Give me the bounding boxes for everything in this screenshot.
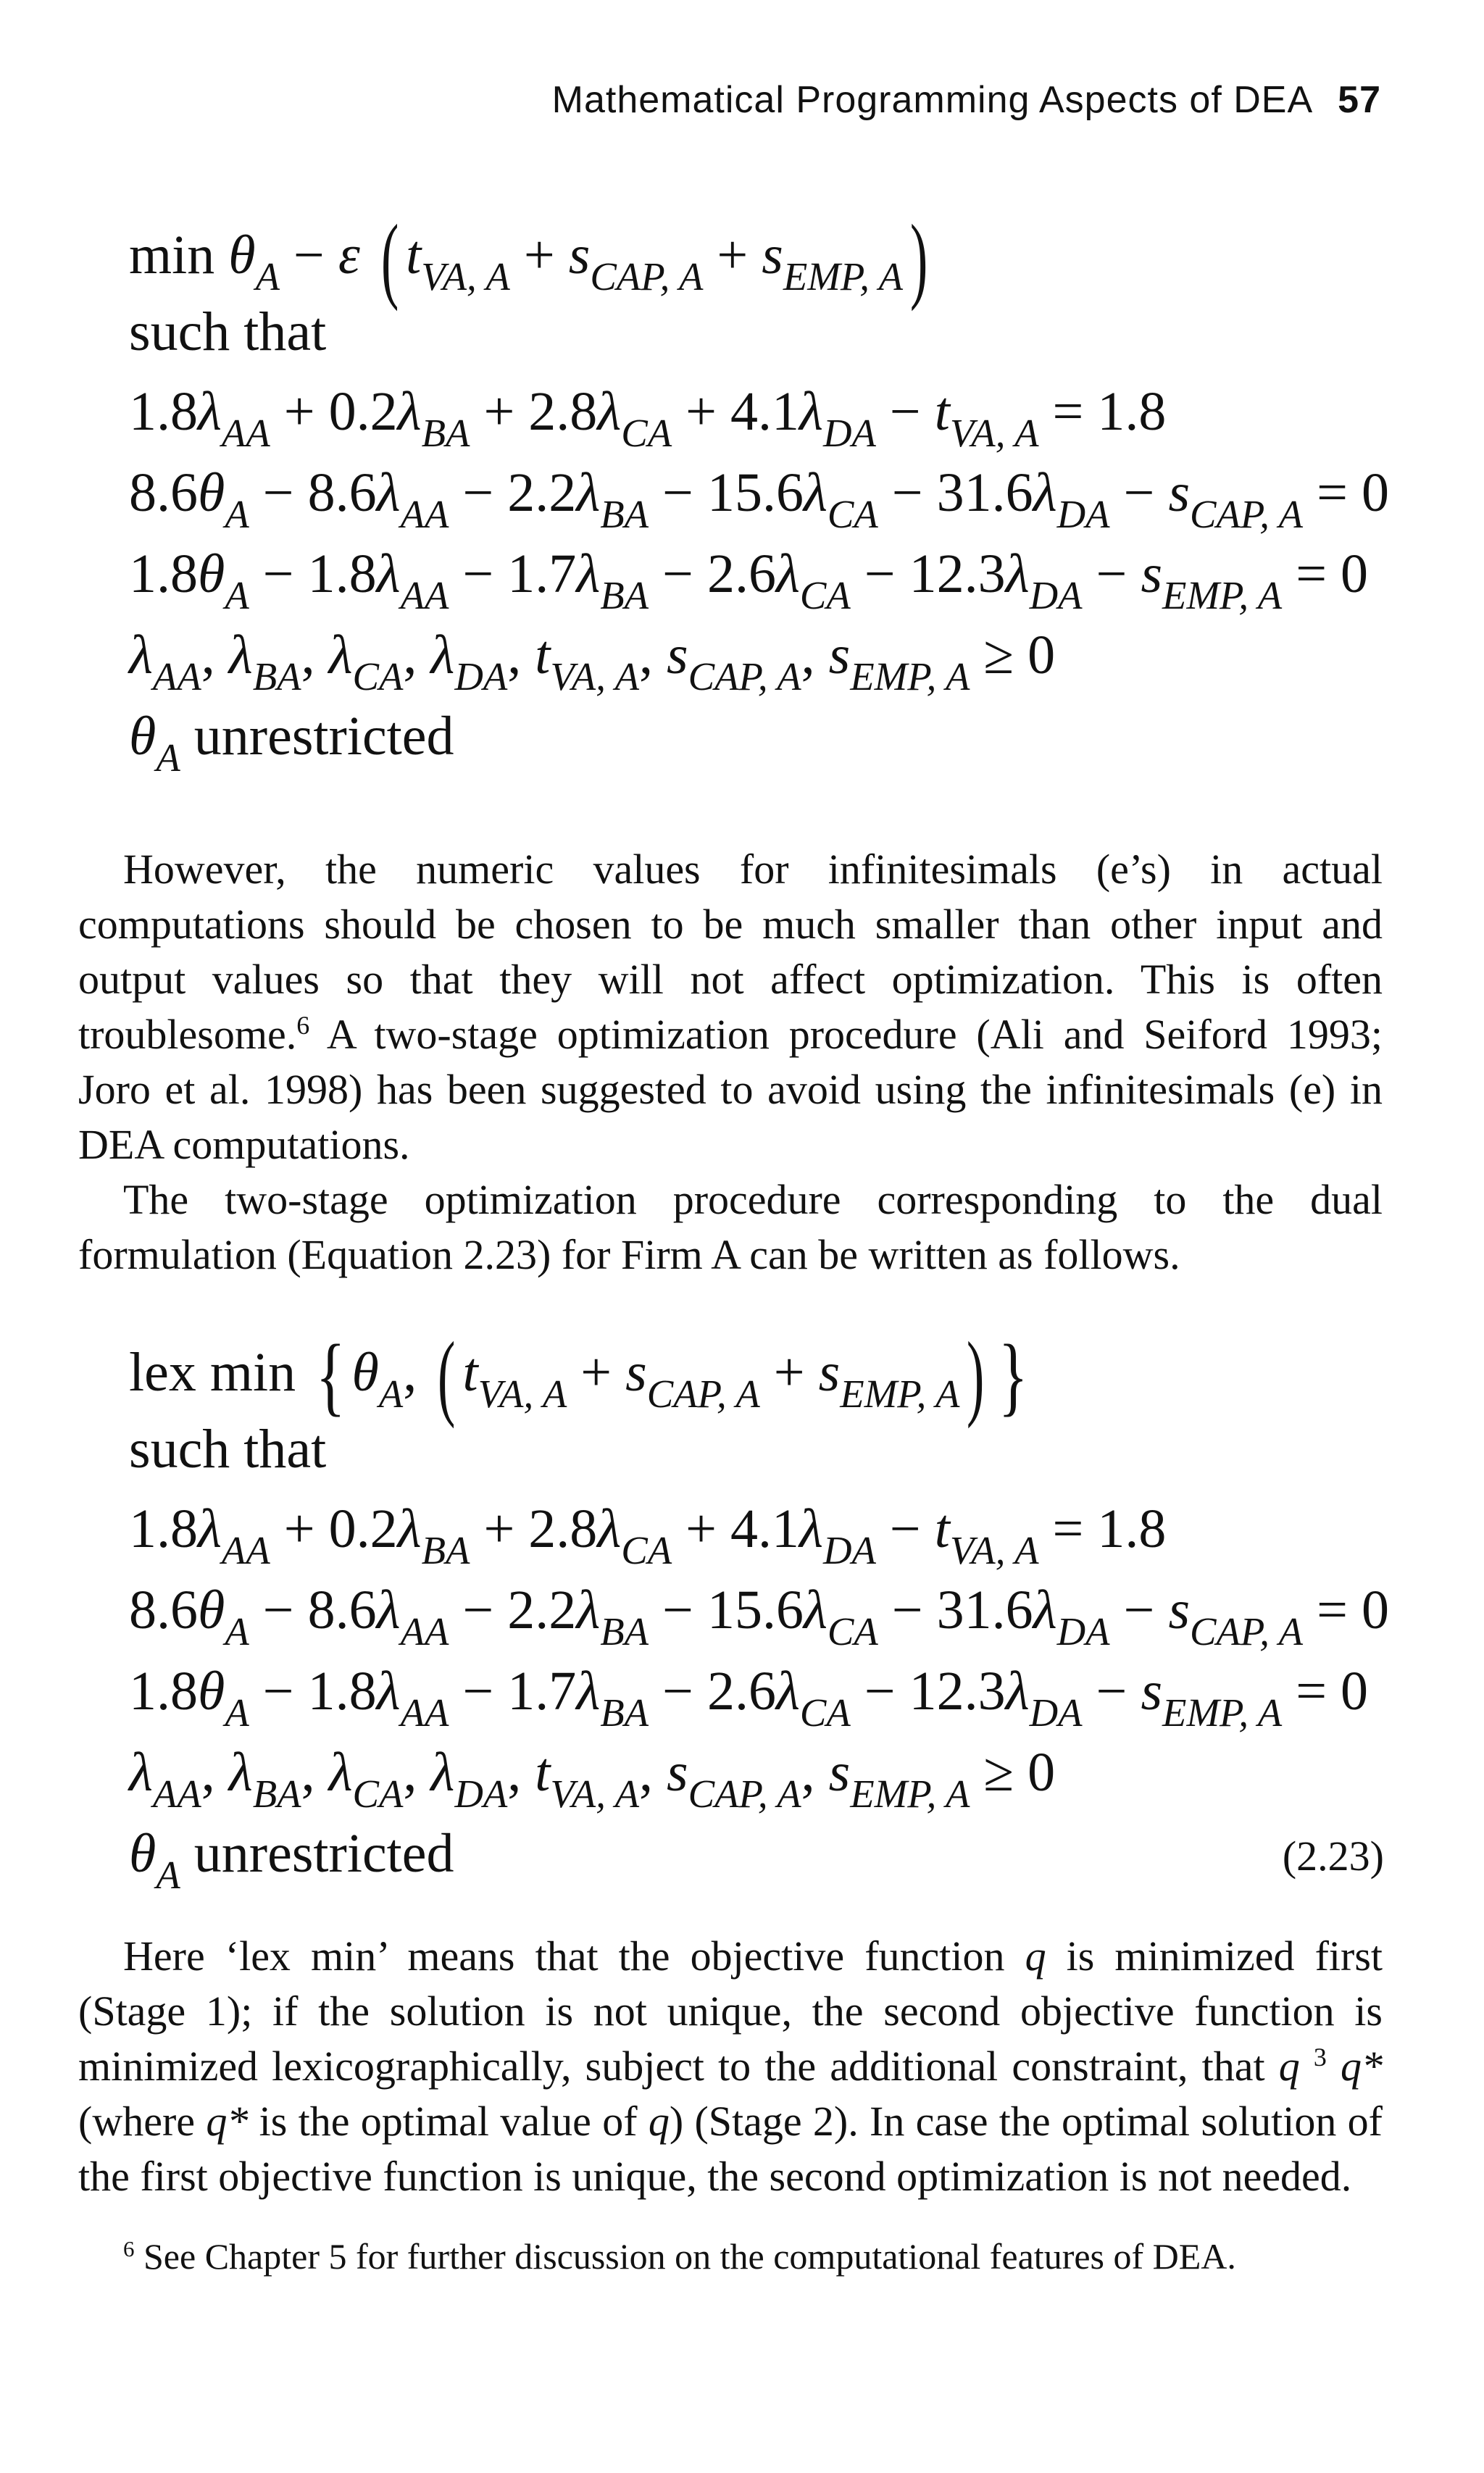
footnote-ref: 6 — [296, 1011, 310, 1041]
p3c: (where — [78, 2098, 207, 2145]
nonnegativity-2: $\lambda_{AA}$, $\lambda_{BA}$, $\lambda_{CA}$, $\lambda_{DA}$, $t_{VA, A}$, $s_{CAP, A}$, $s_{EMP, A} \ge 0$ — [129, 1742, 1056, 1816]
constraint-va: $1.8\lambda_{AA} + 0.2\lambda_{BA} + 2.8\lambda_{CA} + 4.1\lambda_{DA} - t_{VA, A} = 1.8$ — [129, 381, 1167, 455]
paragraph-lex-min — [78, 1929, 1383, 2204]
p3b: is minimized first (Stage 1); if the solution is not unique, the second objective function is minimized lexicographically, subject to the additional constraint, that — [78, 1932, 1383, 2090]
q-symbol: q — [1025, 1932, 1046, 1980]
such-that-label: such that — [129, 301, 327, 362]
such-that-label-2: such that — [129, 1419, 327, 1480]
para1-text: However, the numeric values for infinitesimals (e’s) in actual computations should be chosen to be much smaller than other input and output values so that they will not affect optimization. This is often troublesome. — [78, 846, 1383, 1058]
ge-glyph: 3 — [1313, 2043, 1327, 2072]
body-text-block-1 — [78, 842, 1383, 1283]
footnote-number: 6 — [123, 2235, 135, 2261]
constraint-cap-2: $8.6\theta_A - 8.6\lambda_{AA} - 2.2\lambda_{BA} - 15.6\lambda_{CA} - 31.6\lambda_{DA} - s_{CAP, A} = 0$ — [129, 1580, 1389, 1653]
constraint-emp-2: $1.8\theta_A - 1.8\lambda_{AA} - 1.7\lambda_{BA} - 2.6\lambda_{CA} - 12.3\lambda_{DA} - s_{EMP, A} = 0$ — [129, 1661, 1369, 1735]
para1-rest: A two-stage optimization procedure (Ali and Seiford 1993; Joro et al. 1998) has been suggested to avoid using the infinitesimals (e) in DEA computations. — [78, 1011, 1383, 1168]
paragraph-two-stage: The two-stage optimization procedure corresponding to the dual formulation (Equation 2.23) for Firm A can be written as follows. — [78, 1176, 1383, 1278]
unrestricted-label-2: unrestricted — [193, 1823, 454, 1884]
q-star-2: q* — [206, 2098, 249, 2145]
running-head — [552, 78, 1381, 122]
theta-unrestricted: $\theta_A$ unrestricted — [129, 706, 454, 780]
lex-objective-line: lex min { $\theta_A$, ( $t_{VA, A} + s_{CAP, A} + s_{EMP, A}$) } — [129, 1322, 1028, 1429]
constraint-va-2: $1.8\lambda_{AA} + 0.2\lambda_{BA} + 2.8\lambda_{CA} + 4.1\lambda_{DA} - t_{VA, A} = 1.8$ — [129, 1498, 1167, 1572]
q-star: q* — [1341, 2043, 1383, 2090]
equation-number: (2.23) — [1282, 1832, 1384, 1880]
page-number: 57 — [1338, 79, 1381, 121]
unrestricted-label: unrestricted — [193, 706, 454, 767]
running-title: Mathematical Programming Aspects of DEA — [551, 79, 1314, 121]
p3e: ) (Stage 2). In case the optimal solution of the first objective function is unique, the second optimization is not needed. — [78, 2098, 1383, 2200]
constraint-cap: $8.6\theta_A - 8.6\lambda_{AA} - 2.2\lambda_{BA} - 15.6\lambda_{CA} - 31.6\lambda_{DA} - s_{CAP, A} = 0$ — [129, 462, 1389, 536]
footnote-text — [78, 2232, 1383, 2281]
q-symbol-3: q — [648, 2098, 670, 2145]
footnote-body: See Chapter 5 for further discussion on the computational features of DEA. — [134, 2236, 1236, 2277]
objective-line: $\min \theta_A - \varepsilon$ ( $t_{VA, A} + s_{CAP, A} + s_{EMP, A}$) — [129, 204, 928, 312]
constraint-emp: $1.8\theta_A - 1.8\lambda_{AA} - 1.7\lambda_{BA} - 2.6\lambda_{CA} - 12.3\lambda_{DA} - s_{EMP, A} = 0$ — [129, 543, 1369, 617]
paragraph-infinitesimals — [78, 842, 1383, 1172]
nonnegativity: $\lambda_{AA}$, $\lambda_{BA}$, $\lambda_{CA}$, $\lambda_{DA}$, $t_{VA, A}$, $s_{CAP, A}$, $s_{EMP, A} \ge 0$ — [129, 625, 1056, 698]
p3a: Here ‘lex min’ means that the objective function — [123, 1932, 1025, 1980]
p3d: is the optimal value of — [248, 2098, 649, 2145]
lex-min-label: lex min — [129, 1342, 296, 1404]
theta-unrestricted-2: $\theta_A$ unrestricted — [129, 1823, 454, 1897]
footnote — [78, 2232, 1383, 2281]
q-symbol-2: q — [1278, 2043, 1300, 2090]
body-text-block-2 — [78, 1929, 1383, 2204]
